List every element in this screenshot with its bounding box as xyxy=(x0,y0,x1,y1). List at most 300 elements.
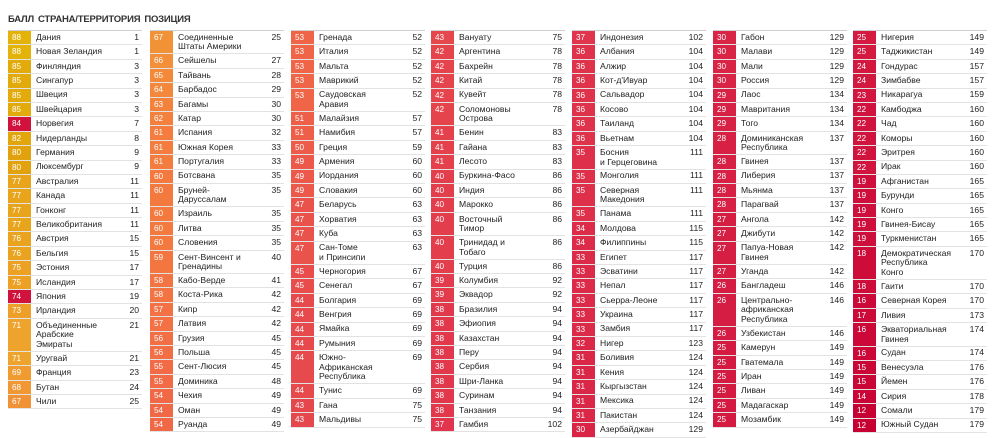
table-row xyxy=(291,242,425,265)
score-cell: 84 xyxy=(8,117,31,130)
table-row xyxy=(853,280,987,294)
rank-cell: 67 xyxy=(412,280,422,291)
country-cell: Гайана xyxy=(459,141,488,152)
country-cell: Гондурас xyxy=(881,60,918,71)
table-row xyxy=(572,132,706,146)
table-row xyxy=(431,260,565,274)
rank-cell: 146 xyxy=(829,327,844,338)
score-cell: 26 xyxy=(713,327,736,340)
table-row xyxy=(150,274,284,288)
score-cell: 27 xyxy=(713,227,736,240)
rank-cell: 137 xyxy=(829,132,844,143)
score-cell: 24 xyxy=(853,60,876,73)
score-cell: 36 xyxy=(572,60,595,73)
score-cell: 85 xyxy=(8,74,31,87)
country-cell: Мавритания xyxy=(741,103,790,114)
rank-cell: 57 xyxy=(412,112,422,123)
score-cell: 31 xyxy=(572,409,595,422)
country-cell: Эстония xyxy=(36,262,70,273)
score-cell: 60 xyxy=(150,184,173,206)
score-cell: 42 xyxy=(431,45,454,58)
country-cell: Гренада xyxy=(319,31,353,42)
rank-cell: 75 xyxy=(552,31,562,42)
table-row xyxy=(8,290,142,304)
table-row xyxy=(713,45,847,59)
table-row xyxy=(431,155,565,169)
country-cell: Намибия xyxy=(319,127,356,138)
table-row xyxy=(8,117,142,131)
table-row xyxy=(713,117,847,131)
rank-cell: 104 xyxy=(688,60,703,71)
table-row xyxy=(150,404,284,418)
rank-cell: 137 xyxy=(829,156,844,167)
table-row xyxy=(572,207,706,221)
rank-cell: 20 xyxy=(129,305,139,316)
score-cell: 27 xyxy=(713,265,736,278)
table-row xyxy=(713,89,847,103)
score-cell: 29 xyxy=(713,117,736,130)
table-row xyxy=(291,60,425,74)
score-cell: 67 xyxy=(150,31,173,53)
table-row xyxy=(853,309,987,323)
score-cell: 61 xyxy=(150,155,173,168)
rank-cell: 83 xyxy=(552,141,562,152)
table-row xyxy=(853,74,987,88)
country-cell: Португалия xyxy=(178,156,225,167)
table-row xyxy=(431,332,565,346)
country-cell: Сент-Винсент и Гренадины xyxy=(178,251,241,272)
country-cell: Мьянма xyxy=(741,184,773,195)
score-cell: 58 xyxy=(150,274,173,287)
score-cell: 71 xyxy=(8,319,31,351)
table-row xyxy=(150,31,284,54)
country-cell: Венгрия xyxy=(319,309,352,320)
country-cell: Уругвай xyxy=(36,352,68,363)
score-cell: 41 xyxy=(431,141,454,154)
score-cell: 88 xyxy=(8,31,31,44)
table-row xyxy=(431,389,565,403)
table-row xyxy=(572,31,706,45)
table-row xyxy=(8,175,142,189)
country-cell: Оман xyxy=(178,404,201,415)
rank-cell: 49 xyxy=(271,390,281,401)
table-row xyxy=(431,274,565,288)
rank-cell: 160 xyxy=(969,132,984,143)
country-cell: Греция xyxy=(319,141,348,152)
country-cell: Перу xyxy=(459,346,479,357)
score-cell: 31 xyxy=(572,395,595,408)
score-cell: 35 xyxy=(572,207,595,220)
country-cell: Нидерланды xyxy=(36,132,88,143)
rank-cell: 33 xyxy=(271,156,281,167)
table-row xyxy=(431,236,565,259)
country-cell: Таиланд xyxy=(600,118,634,129)
rank-cell: 104 xyxy=(688,89,703,100)
score-cell: 39 xyxy=(431,288,454,301)
rank-cell: 63 xyxy=(412,228,422,239)
score-cell: 22 xyxy=(853,103,876,116)
country-cell: Индия xyxy=(459,184,485,195)
rank-cell: 117 xyxy=(689,323,703,334)
table-row xyxy=(150,251,284,274)
country-cell: Азербайджан xyxy=(600,424,654,435)
country-cell: Гвинея xyxy=(741,156,769,167)
score-cell: 51 xyxy=(291,112,314,125)
country-cell: Кыргызстан xyxy=(600,381,647,392)
table-row xyxy=(8,261,142,275)
table-row xyxy=(8,189,142,203)
table-row xyxy=(291,112,425,126)
column-1 xyxy=(8,30,142,409)
rank-cell: 142 xyxy=(829,213,844,224)
table-row xyxy=(853,218,987,232)
score-cell: 49 xyxy=(291,184,314,197)
country-cell: Ливан xyxy=(741,385,766,396)
country-cell: Руанда xyxy=(178,418,208,429)
country-cell: Дания xyxy=(36,31,61,42)
table-row xyxy=(713,198,847,212)
score-cell: 40 xyxy=(431,236,454,258)
score-cell: 77 xyxy=(8,218,31,231)
score-cell: 38 xyxy=(431,404,454,417)
score-cell: 54 xyxy=(150,404,173,417)
table-row xyxy=(713,265,847,279)
score-cell: 60 xyxy=(150,207,173,220)
table-row xyxy=(291,413,425,427)
rank-cell: 78 xyxy=(552,89,562,100)
table-row xyxy=(431,45,565,59)
country-cell: Ирландия xyxy=(36,305,76,316)
country-cell: Чехия xyxy=(178,390,203,401)
country-cell: Непал xyxy=(600,280,626,291)
table-row xyxy=(8,395,142,409)
rank-cell: 21 xyxy=(129,319,139,330)
rank-cell: 9 xyxy=(134,147,139,158)
rank-cell: 149 xyxy=(829,356,844,367)
score-cell: 33 xyxy=(572,251,595,264)
rank-cell: 176 xyxy=(969,361,984,372)
header-score: БАЛЛ xyxy=(8,14,34,25)
country-cell: Колумбия xyxy=(459,274,498,285)
rank-cell: 94 xyxy=(552,390,562,401)
rank-cell: 124 xyxy=(688,409,703,420)
rank-cell: 129 xyxy=(688,424,703,435)
rank-cell: 11 xyxy=(130,175,139,186)
rank-cell: 86 xyxy=(552,199,562,210)
country-cell: Сингапур xyxy=(36,75,74,86)
country-cell: Ботсвана xyxy=(178,170,216,181)
score-cell: 38 xyxy=(431,317,454,330)
score-cell: 28 xyxy=(713,155,736,168)
country-cell: Франция xyxy=(36,367,72,378)
table-row xyxy=(853,175,987,189)
rank-cell: 69 xyxy=(412,309,422,320)
rank-cell: 149 xyxy=(969,46,984,57)
table-row xyxy=(713,399,847,413)
country-cell: Афганистан xyxy=(881,175,929,186)
score-cell: 19 xyxy=(853,218,876,231)
country-cell: Буркина-Фасо xyxy=(459,170,515,181)
country-cell: Кипр xyxy=(178,303,198,314)
score-cell: 38 xyxy=(431,346,454,359)
rank-cell: 176 xyxy=(969,376,984,387)
table-row xyxy=(150,69,284,83)
country-cell: Чад xyxy=(881,118,897,129)
score-cell: 44 xyxy=(291,337,314,350)
score-cell: 25 xyxy=(713,370,736,383)
table-row xyxy=(431,89,565,103)
score-cell: 24 xyxy=(853,74,876,87)
table-row xyxy=(713,213,847,227)
rank-cell: 104 xyxy=(688,103,703,114)
table-row xyxy=(713,341,847,355)
rank-cell: 45 xyxy=(271,346,281,357)
rank-cell: 117 xyxy=(689,309,703,320)
score-cell: 50 xyxy=(291,141,314,154)
score-cell: 16 xyxy=(853,294,876,307)
table-row xyxy=(572,74,706,88)
table-row xyxy=(8,45,142,59)
rank-cell: 78 xyxy=(552,103,562,114)
table-row xyxy=(150,222,284,236)
country-cell: Хорватия xyxy=(319,213,357,224)
score-cell: 85 xyxy=(8,103,31,116)
table-row xyxy=(572,409,706,423)
table-row xyxy=(150,332,284,346)
table-row xyxy=(431,418,565,432)
score-cell: 58 xyxy=(150,288,173,301)
country-cell: Замбия xyxy=(600,323,631,334)
rank-cell: 94 xyxy=(552,332,562,343)
score-cell: 28 xyxy=(713,198,736,211)
table-row xyxy=(150,389,284,403)
score-cell: 28 xyxy=(713,170,736,183)
table-row xyxy=(431,141,565,155)
country-cell: Бенин xyxy=(459,127,484,138)
score-cell: 67 xyxy=(8,395,31,408)
score-cell: 47 xyxy=(291,213,314,226)
rank-cell: 86 xyxy=(552,170,562,181)
rank-cell: 1 xyxy=(134,31,139,42)
table-row xyxy=(713,103,847,117)
country-cell: Норвегия xyxy=(36,118,74,129)
rank-cell: 170 xyxy=(969,295,984,306)
score-cell: 47 xyxy=(291,198,314,211)
score-cell: 23 xyxy=(853,89,876,102)
rank-cell: 159 xyxy=(969,89,984,100)
score-cell: 49 xyxy=(291,155,314,168)
rank-cell: 78 xyxy=(552,60,562,71)
score-cell: 30 xyxy=(713,45,736,58)
rank-cell: 160 xyxy=(969,118,984,129)
table-row xyxy=(853,117,987,131)
country-cell: Болгария xyxy=(319,294,357,305)
score-cell: 42 xyxy=(431,89,454,102)
score-cell: 15 xyxy=(853,361,876,374)
country-cell: Великобритания xyxy=(36,218,102,229)
score-cell: 40 xyxy=(431,213,454,235)
table-row xyxy=(572,251,706,265)
score-cell: 31 xyxy=(572,366,595,379)
rank-cell: 60 xyxy=(412,184,422,195)
table-row xyxy=(853,89,987,103)
rank-cell: 59 xyxy=(412,141,422,152)
table-row xyxy=(150,360,284,374)
country-cell: Панама xyxy=(600,208,632,219)
table-row xyxy=(572,294,706,308)
score-cell: 28 xyxy=(713,184,736,197)
rank-cell: 165 xyxy=(969,233,984,244)
table-row xyxy=(291,308,425,322)
table-row xyxy=(853,31,987,45)
country-cell: Гонконг xyxy=(36,204,67,215)
score-cell: 36 xyxy=(572,117,595,130)
rank-cell: 3 xyxy=(134,75,139,86)
rank-cell: 35 xyxy=(271,170,281,181)
rank-cell: 129 xyxy=(829,75,844,86)
table-row xyxy=(713,31,847,45)
country-cell: Монголия xyxy=(600,170,639,181)
score-cell: 75 xyxy=(8,261,31,274)
rank-cell: 24 xyxy=(129,381,139,392)
table-row xyxy=(8,232,142,246)
rank-cell: 94 xyxy=(552,318,562,329)
country-cell: Уганда xyxy=(741,265,769,276)
table-row xyxy=(572,308,706,322)
table-row xyxy=(853,390,987,404)
score-cell: 44 xyxy=(291,351,314,383)
table-row xyxy=(291,399,425,413)
rank-cell: 45 xyxy=(271,332,281,343)
table-row xyxy=(150,418,284,432)
score-cell: 34 xyxy=(572,236,595,249)
score-cell: 37 xyxy=(572,31,595,44)
score-cell: 54 xyxy=(150,389,173,402)
country-cell: Мали xyxy=(741,60,763,71)
score-cell: 33 xyxy=(572,279,595,292)
rank-cell: 69 xyxy=(412,294,422,305)
country-cell: Сент-Люсия xyxy=(178,361,227,372)
table-row xyxy=(713,384,847,398)
rank-cell: 52 xyxy=(412,89,422,100)
rank-cell: 142 xyxy=(829,242,844,253)
country-cell: Доминика xyxy=(178,375,218,386)
rank-cell: 63 xyxy=(412,242,422,253)
score-cell: 22 xyxy=(853,161,876,174)
table-row xyxy=(8,146,142,160)
table-row xyxy=(291,126,425,140)
country-cell: Танзания xyxy=(459,404,497,415)
rank-cell: 134 xyxy=(829,103,844,114)
country-cell: Босния и Герцеговина xyxy=(600,147,658,167)
column-6 xyxy=(713,30,847,428)
table-row xyxy=(853,294,987,308)
table-row xyxy=(853,146,987,160)
country-cell: Вануату xyxy=(459,31,492,42)
rank-cell: 86 xyxy=(552,213,562,224)
score-cell: 39 xyxy=(431,274,454,287)
score-cell: 17 xyxy=(853,309,876,322)
country-cell: Куба xyxy=(319,228,338,239)
rank-cell: 102 xyxy=(688,31,703,42)
table-row xyxy=(572,366,706,380)
score-cell: 22 xyxy=(853,132,876,145)
rank-cell: 179 xyxy=(969,419,984,430)
rank-cell: 42 xyxy=(271,303,281,314)
score-cell: 80 xyxy=(8,161,31,174)
score-cell: 56 xyxy=(150,332,173,345)
rank-cell: 117 xyxy=(689,251,703,262)
rank-cell: 52 xyxy=(412,46,422,57)
rank-cell: 149 xyxy=(829,370,844,381)
rank-cell: 117 xyxy=(689,280,703,291)
score-cell: 41 xyxy=(431,155,454,168)
rank-cell: 45 xyxy=(271,361,281,372)
rank-cell: 78 xyxy=(552,75,562,86)
table-row xyxy=(150,170,284,184)
country-cell: Шри-Ланка xyxy=(459,375,504,386)
score-cell: 43 xyxy=(291,399,314,412)
table-row xyxy=(853,347,987,361)
score-cell: 33 xyxy=(572,294,595,307)
rank-cell: 178 xyxy=(969,390,984,401)
score-cell: 53 xyxy=(291,31,314,44)
score-cell: 43 xyxy=(291,413,314,426)
country-cell: Германия xyxy=(36,147,75,158)
table-row xyxy=(431,346,565,360)
score-cell: 43 xyxy=(431,31,454,44)
score-cell: 25 xyxy=(713,341,736,354)
country-cell: Казахстан xyxy=(459,332,500,343)
country-cell: Гаити xyxy=(881,280,904,291)
table-row xyxy=(853,132,987,146)
score-cell: 71 xyxy=(8,352,31,365)
rank-cell: 160 xyxy=(969,103,984,114)
country-cell: Грузия xyxy=(178,332,205,343)
table-row xyxy=(150,141,284,155)
score-cell: 41 xyxy=(431,126,454,139)
table-row xyxy=(8,89,142,103)
country-cell: Армения xyxy=(319,156,355,167)
rank-cell: 41 xyxy=(271,274,281,285)
table-row xyxy=(8,276,142,290)
rank-cell: 94 xyxy=(552,375,562,386)
rank-cell: 170 xyxy=(969,280,984,291)
column-4 xyxy=(431,30,565,432)
table-row xyxy=(8,204,142,218)
country-cell: Сомали xyxy=(881,405,913,416)
country-cell: Багамы xyxy=(178,98,209,109)
rank-cell: 25 xyxy=(271,31,281,42)
table-row xyxy=(572,423,706,437)
rank-cell: 17 xyxy=(129,262,139,273)
score-cell: 60 xyxy=(150,222,173,235)
rank-cell: 111 xyxy=(689,147,703,158)
country-cell: Барбадос xyxy=(178,84,217,95)
score-cell: 40 xyxy=(431,170,454,183)
score-cell: 47 xyxy=(291,227,314,240)
country-cell: Словакия xyxy=(319,184,358,195)
country-cell: Зимбабве xyxy=(881,75,921,86)
country-cell: Россия xyxy=(741,75,770,86)
score-cell: 25 xyxy=(713,356,736,369)
rank-cell: 75 xyxy=(412,399,422,410)
table-row xyxy=(291,89,425,112)
table-row xyxy=(572,323,706,337)
table-row xyxy=(713,74,847,88)
country-cell: Вьетнам xyxy=(600,132,635,143)
table-row xyxy=(150,155,284,169)
